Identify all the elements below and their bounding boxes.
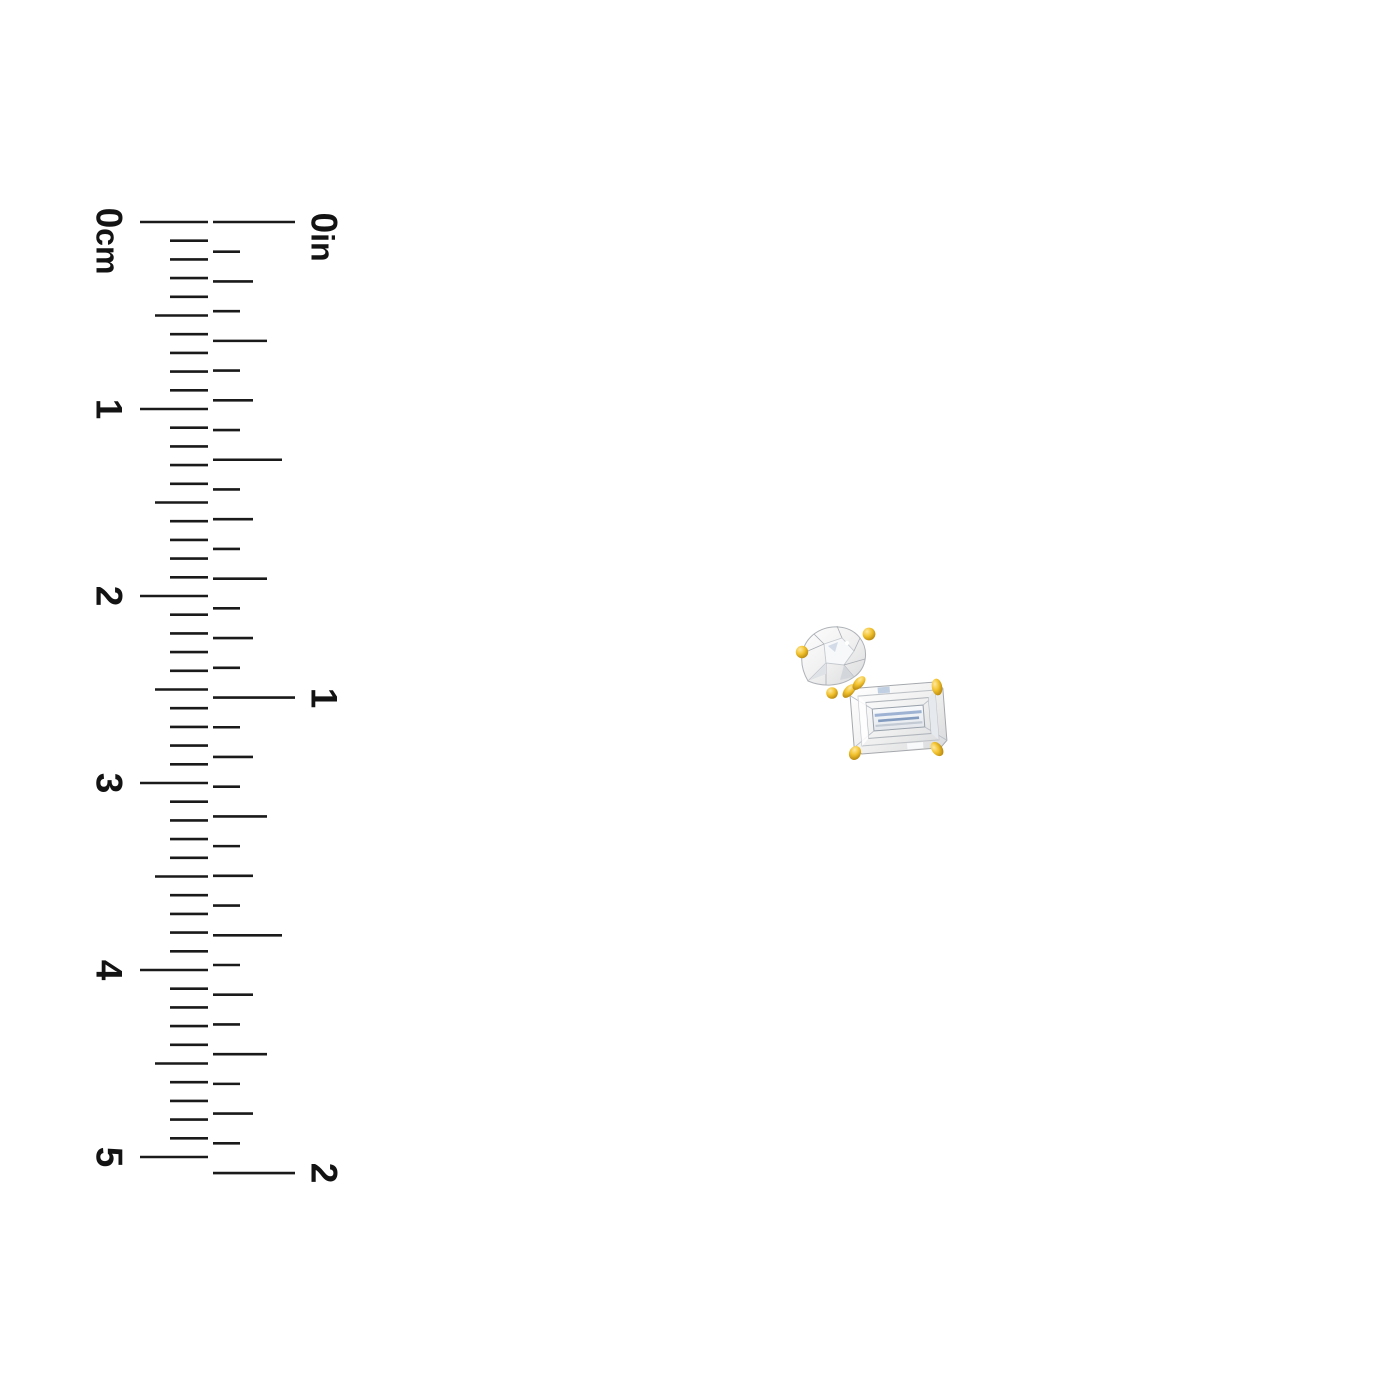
ruler-inch-label-1: 1 <box>303 687 345 709</box>
ruler-cm-label-5: 5 <box>88 1146 130 1168</box>
ruler-cm-label-3: 3 <box>88 772 130 794</box>
gold-prong <box>863 628 876 641</box>
ruler-inch-number: 0 <box>303 212 345 234</box>
gold-prong <box>796 646 808 658</box>
ruler-ticks <box>0 0 420 1300</box>
ruler-cm-number: 0 <box>88 207 130 229</box>
gold-prong <box>826 687 838 699</box>
cm-ticks <box>140 222 208 1157</box>
inch-ticks <box>213 222 295 1173</box>
ruler-cm-label-4: 4 <box>88 959 130 981</box>
emerald-white-glint <box>907 742 923 749</box>
pear-diamond <box>801 626 866 685</box>
ruler-inch-label-0 <box>303 212 345 262</box>
ruler-inch-label-2: 2 <box>303 1162 345 1184</box>
ruler-inch-unit: in <box>304 233 341 262</box>
earring-photo <box>785 612 965 782</box>
ruler-cm-label-1: 1 <box>88 398 130 420</box>
pear-sparkle <box>845 641 849 645</box>
ruler-cm-label-2: 2 <box>88 585 130 607</box>
ruler-cm-label-0 <box>88 207 130 275</box>
emerald-blue-glint <box>878 687 890 694</box>
ruler-cm-unit: cm <box>89 228 126 275</box>
